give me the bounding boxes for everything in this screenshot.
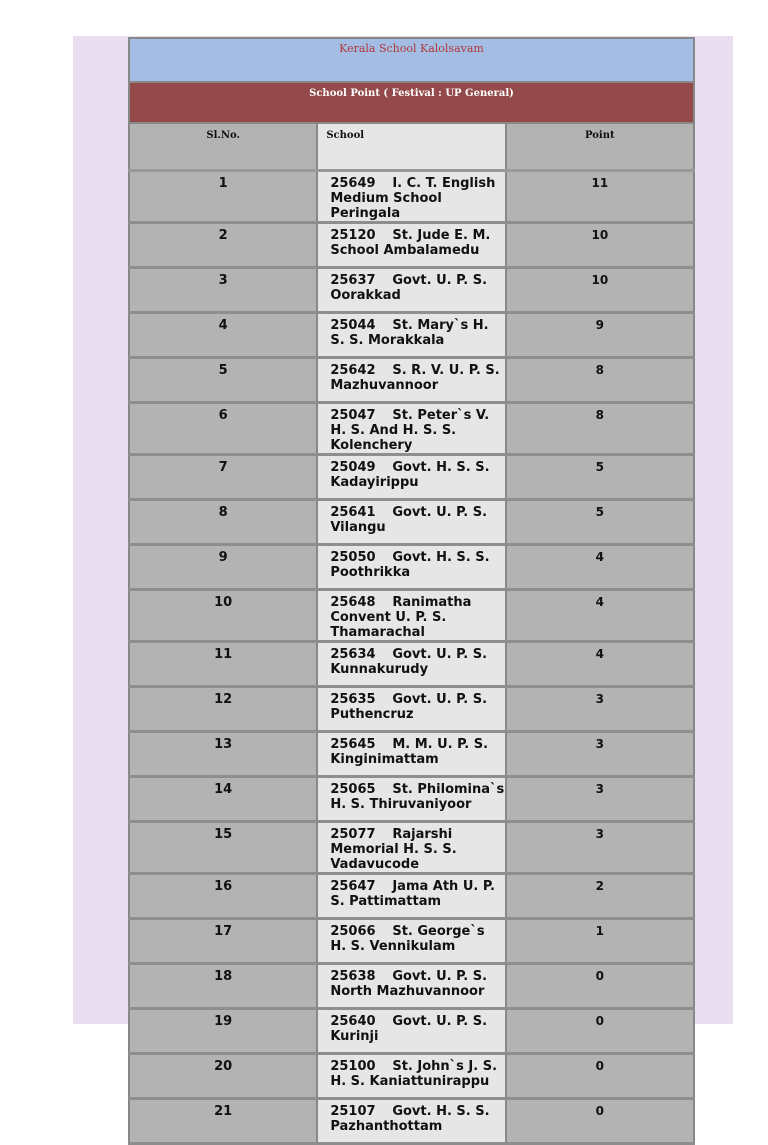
- school-point-table: [128, 37, 695, 1145]
- school-name: Govt. U. P. S. Kunnakurudy: [330, 647, 488, 677]
- row-slno: 1: [129, 171, 317, 223]
- school-name: St. Peter`s V. H. S. And H. S. S. Kolenchery: [330, 408, 490, 453]
- row-school: [317, 455, 505, 500]
- row-school: [317, 822, 505, 874]
- table-row: [129, 919, 694, 964]
- school-code: 25049: [330, 460, 376, 475]
- school-name: Jama Ath U. P. S. Pattimattam: [330, 879, 495, 909]
- row-point: 10: [506, 223, 694, 268]
- row-school: [317, 1009, 505, 1054]
- school-name: M. M. U. P. S. Kinginimattam: [330, 737, 489, 767]
- school-name: Govt. U. P. S. Kurinji: [330, 1014, 488, 1044]
- school-code: 25638: [330, 969, 376, 984]
- column-header-school: School: [317, 123, 505, 171]
- row-slno: 4: [129, 313, 317, 358]
- row-point: 3: [506, 822, 694, 874]
- school-name: I. C. T. English Medium School Peringala: [330, 176, 496, 221]
- row-point: 3: [506, 732, 694, 777]
- table-row: [129, 500, 694, 545]
- school-code: 25100: [330, 1059, 376, 1074]
- school-code: 25044: [330, 318, 376, 333]
- page-title: Kerala School Kalolsavam: [129, 38, 694, 82]
- row-point: 0: [506, 964, 694, 1009]
- row-point: 4: [506, 590, 694, 642]
- school-code: 25050: [330, 550, 376, 565]
- table-row: [129, 171, 694, 223]
- row-slno: 5: [129, 358, 317, 403]
- table-row: [129, 403, 694, 455]
- row-school: [317, 590, 505, 642]
- table-row: [129, 223, 694, 268]
- row-slno: 6: [129, 403, 317, 455]
- row-school: [317, 732, 505, 777]
- row-slno: 19: [129, 1009, 317, 1054]
- row-slno: 21: [129, 1099, 317, 1144]
- school-code: 25634: [330, 647, 376, 662]
- row-point: 4: [506, 545, 694, 590]
- table-row: [129, 822, 694, 874]
- row-school: [317, 1099, 505, 1144]
- school-name: St. John`s J. S. H. S. Kaniattunirappu: [330, 1059, 498, 1089]
- row-school: [317, 919, 505, 964]
- row-point: 0: [506, 1009, 694, 1054]
- table-row: [129, 590, 694, 642]
- row-school: [317, 1054, 505, 1099]
- table-row: [129, 777, 694, 822]
- column-header-point: Point: [506, 123, 694, 171]
- row-school: [317, 777, 505, 822]
- row-school: [317, 687, 505, 732]
- table-row: [129, 1054, 694, 1099]
- school-code: 25645: [330, 737, 376, 752]
- row-slno: 7: [129, 455, 317, 500]
- row-school: [317, 545, 505, 590]
- row-school: [317, 500, 505, 545]
- table-row: [129, 1009, 694, 1054]
- row-school: [317, 403, 505, 455]
- school-code: 25647: [330, 879, 376, 894]
- table-body: [129, 171, 694, 1144]
- school-name: St. Mary`s H. S. S. Morakkala: [330, 318, 489, 348]
- table-subtitle: School Point ( Festival : UP General): [129, 82, 694, 123]
- row-point: 0: [506, 1099, 694, 1144]
- row-slno: 3: [129, 268, 317, 313]
- row-point: 5: [506, 455, 694, 500]
- table-row: [129, 268, 694, 313]
- column-header-slno: Sl.No.: [129, 123, 317, 171]
- row-school: [317, 874, 505, 919]
- row-slno: 9: [129, 545, 317, 590]
- table-row: [129, 358, 694, 403]
- school-code: 25642: [330, 363, 376, 378]
- school-name: St. Jude E. M. School Ambalamedu: [330, 228, 491, 258]
- school-code: 25065: [330, 782, 376, 797]
- row-point: 4: [506, 642, 694, 687]
- school-code: 25107: [330, 1104, 376, 1119]
- school-code: 25066: [330, 924, 376, 939]
- school-name: Govt. U. P. S. North Mazhuvannoor: [330, 969, 488, 999]
- row-school: [317, 642, 505, 687]
- school-name: Govt. H. S. S. Pazhanthottam: [330, 1104, 490, 1134]
- table-row: [129, 874, 694, 919]
- table-row: [129, 732, 694, 777]
- row-school: [317, 313, 505, 358]
- table-row: [129, 964, 694, 1009]
- school-name: St. George`s H. S. Vennikulam: [330, 924, 485, 954]
- school-code: 25648: [330, 595, 376, 610]
- row-slno: 12: [129, 687, 317, 732]
- school-name: Govt. U. P. S. Puthencruz: [330, 692, 488, 722]
- row-point: 0: [506, 1054, 694, 1099]
- school-code: 25047: [330, 408, 376, 423]
- school-name: Govt. H. S. S. Kadayirippu: [330, 460, 490, 490]
- row-school: [317, 358, 505, 403]
- row-slno: 20: [129, 1054, 317, 1099]
- row-slno: 14: [129, 777, 317, 822]
- school-code: 25077: [330, 827, 376, 842]
- row-slno: 2: [129, 223, 317, 268]
- row-slno: 17: [129, 919, 317, 964]
- table-header-row: [129, 123, 694, 171]
- table-row: [129, 313, 694, 358]
- table-row: [129, 455, 694, 500]
- row-slno: 11: [129, 642, 317, 687]
- table-row: [129, 687, 694, 732]
- school-code: 25641: [330, 505, 376, 520]
- row-school: [317, 964, 505, 1009]
- row-point: 11: [506, 171, 694, 223]
- row-slno: 10: [129, 590, 317, 642]
- school-name: Govt. H. S. S. Poothrikka: [330, 550, 490, 580]
- row-slno: 16: [129, 874, 317, 919]
- row-point: 3: [506, 687, 694, 732]
- row-point: 9: [506, 313, 694, 358]
- school-name: St. Philomina`s H. S. Thiruvaniyoor: [330, 782, 505, 812]
- row-school: [317, 171, 505, 223]
- school-name: Ranimatha Convent U. P. S. Thamarachal: [330, 595, 472, 640]
- table-row: [129, 642, 694, 687]
- row-point: 5: [506, 500, 694, 545]
- table-row: [129, 545, 694, 590]
- row-point: 8: [506, 358, 694, 403]
- school-name: S. R. V. U. P. S. Mazhuvannoor: [330, 363, 500, 393]
- row-slno: 18: [129, 964, 317, 1009]
- school-name: Govt. U. P. S. Oorakkad: [330, 273, 488, 303]
- school-code: 25649: [330, 176, 376, 191]
- school-name: Rajarshi Memorial H. S. S. Vadavucode: [330, 827, 457, 872]
- row-point: 3: [506, 777, 694, 822]
- school-code: 25637: [330, 273, 376, 288]
- row-point: 2: [506, 874, 694, 919]
- school-code: 25640: [330, 1014, 376, 1029]
- row-point: 1: [506, 919, 694, 964]
- row-school: [317, 268, 505, 313]
- school-code: 25120: [330, 228, 376, 243]
- row-school: [317, 223, 505, 268]
- row-slno: 15: [129, 822, 317, 874]
- row-slno: 8: [129, 500, 317, 545]
- table-row: [129, 1099, 694, 1144]
- row-slno: 13: [129, 732, 317, 777]
- school-code: 25635: [330, 692, 376, 707]
- row-point: 8: [506, 403, 694, 455]
- row-point: 10: [506, 268, 694, 313]
- school-name: Govt. U. P. S. Vilangu: [330, 505, 488, 535]
